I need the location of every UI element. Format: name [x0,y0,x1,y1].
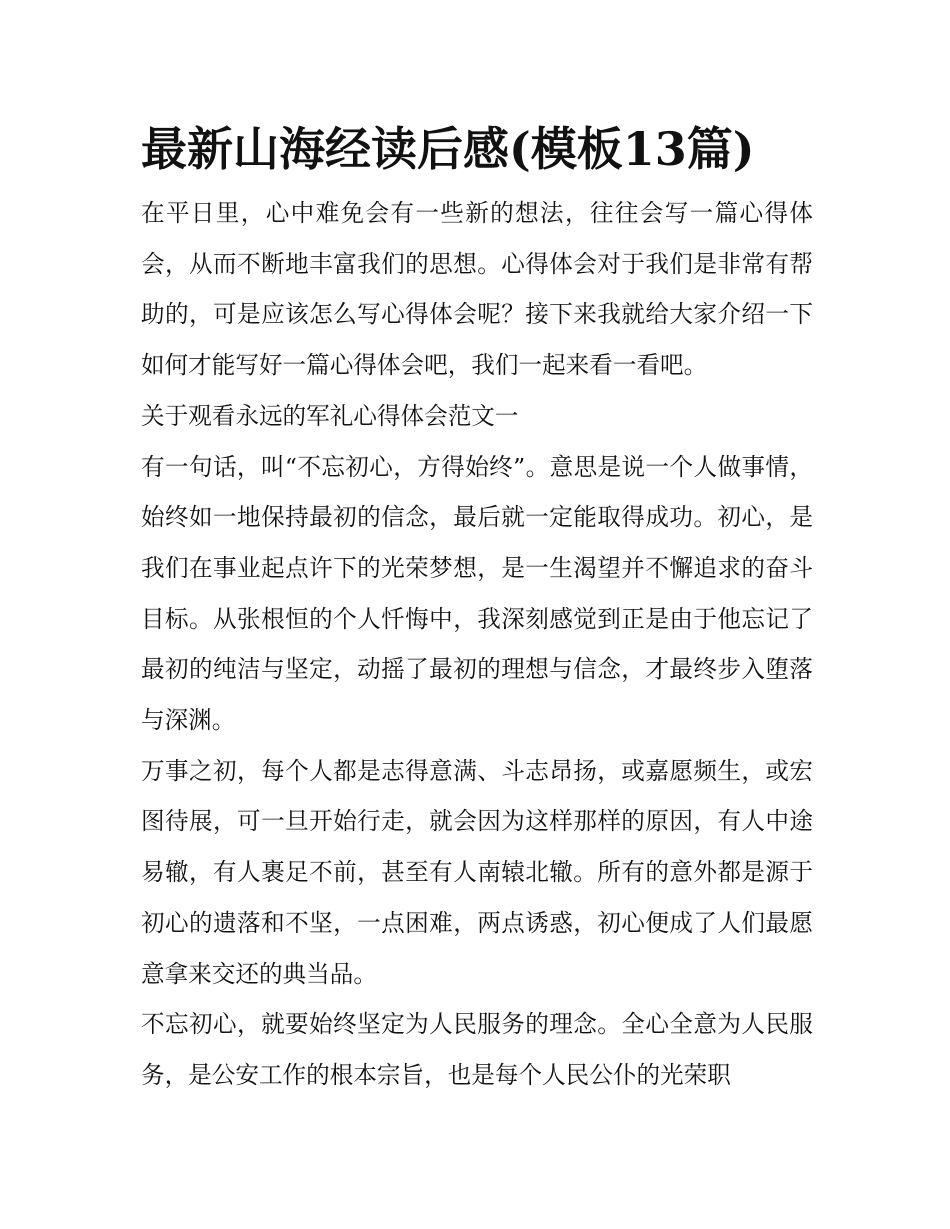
document-title: 最新山海经读后感(模板13篇) [141,122,755,176]
paragraph-body-2: 万事之初，每个人都是志得意满、斗志昂扬，或嘉愿频生，或宏图待展，可一旦开始行走，就会因为这样那样的原因，有人中途易辙，有人裹足不前，甚至有人南辕北辙。所有的意外都是源于初心的遗落和不坚，一点困难，两点诱惑，初心便成了人们最愿意拿来交还的典当品。 [141,756,813,988]
section-heading: 关于观看永远的军礼心得体会范文一 [141,401,519,430]
paragraph-body-1: 有一句话，叫“不忘初心，方得始终”。意思是说一个人做事情，始终如一地保持最初的信念，最后就一定能取得成功。初心，是我们在事业起点许下的光荣梦想，是一生渴望并不懈追求的奋斗目标。从张根恒的个人忏悔中，我深刻感觉到正是由于他忘记了最初的纯洁与坚定，动摇了最初的理想与信念，才最终步入堕落与深渊。 [141,452,813,735]
paragraph-body-3: 不忘初心，就要始终坚定为人民服务的理念。全心全意为人民服务，是公安工作的根本宗旨，也是每个人民公仆的光荣职 [141,1010,813,1089]
paragraph-intro: 在平日里，心中难免会有一些新的想法，往往会写一篇心得体会，从而不断地丰富我们的思想。心得体会对于我们是非常有帮助的，可是应该怎么写心得体会呢？接下来我就给大家介绍一下如何才能写好一篇心得体会吧，我们一起来看一看吧。 [141,199,813,380]
document-page [141,118,813,1101]
